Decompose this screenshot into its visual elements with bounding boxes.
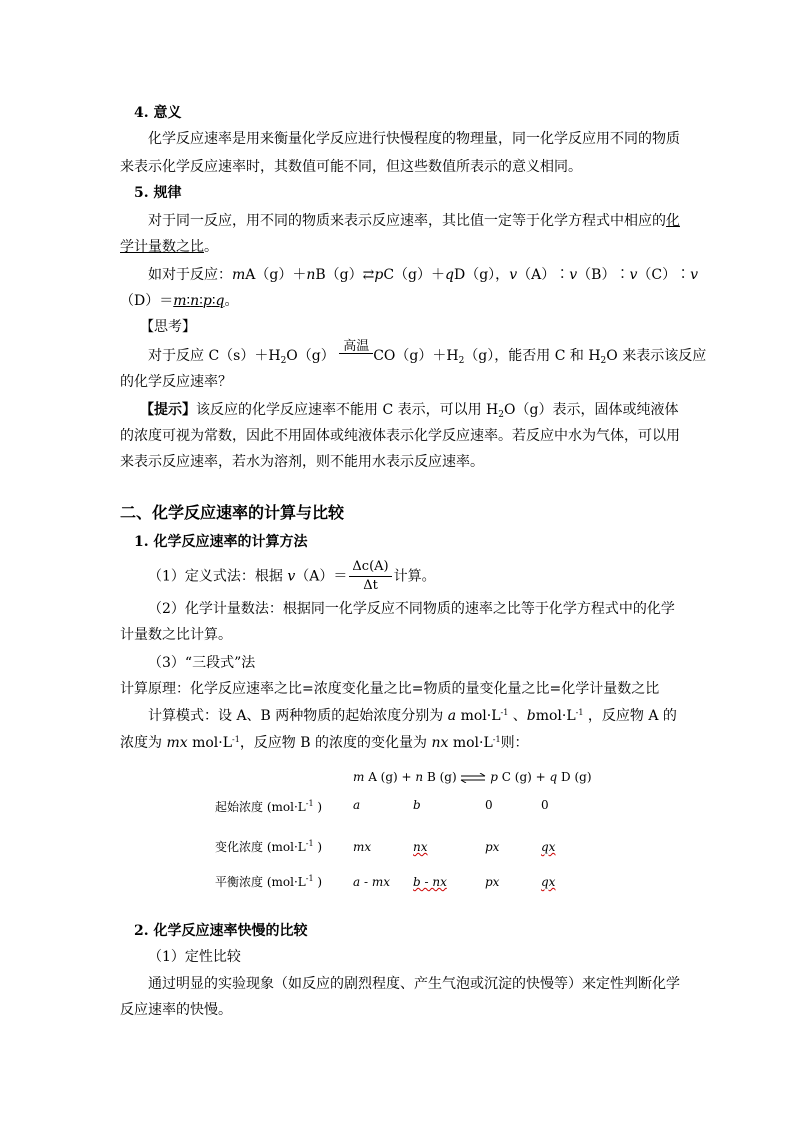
think-question: 对于反应 $C(s)+H_2O(g)$ 高温 $CO(g)+H_2(g)$，能否用 C 和 $H_2O$ 来表示该反应 [148, 339, 707, 366]
method-1: （1）定义式法：根据 v（A）＝ $\frac{\Delta c(A)}{\Delta t}$ 计算。 [148, 559, 436, 593]
think-label: 【思考】 [140, 319, 196, 335]
table-row-label: 平衡浓度 ($mol\cdot L^{-1}$ ) [215, 874, 323, 889]
paragraph-line: 学计量数之比。 [120, 239, 218, 255]
section-2-title: 二、化学反应速率的计算与比较 [120, 503, 345, 522]
table-cell: nx [413, 840, 428, 854]
table-cell: qx [541, 875, 556, 889]
table-row-label: 变化浓度 ($mol\cdot L^{-1}$ ) [215, 839, 323, 854]
equilibrium-arrow-icon [460, 773, 486, 783]
reversible-arrow-icon: ⇄ [362, 267, 375, 283]
paragraph-line: 对于同一反应，用不同的物质来表示反应速率，其比值一定等于化学方程式中相应的化 [148, 213, 680, 229]
table-cell: 0 [541, 798, 549, 812]
rate-fraction: $\frac{\Delta c(A)}{\Delta t}$ [349, 558, 391, 595]
paragraph-line: 通过明显的实验现象（如反应的剧烈程度、产生气泡或沉淀的快慢等）来定性判断化学 [148, 976, 680, 992]
table-cell: b [413, 798, 421, 812]
method-3: （3）“三段式”法 [148, 655, 256, 671]
table-cell: px [485, 840, 500, 854]
paragraph-line: 计量数之比计算。 [120, 627, 232, 643]
paragraph-line: 来表示化学反应速率时，其数值可能不同，但这些数值所表示的意义相同。 [120, 159, 582, 175]
reaction-condition: 高温 [339, 349, 373, 363]
table-cell: a - mx [353, 875, 390, 889]
calc-heading: 1. 化学反应速率的计算方法 [134, 534, 308, 550]
section-4-heading: 4. 意义 [134, 105, 182, 121]
compare-heading: 2. 化学反应速率快慢的比较 [134, 923, 308, 939]
paragraph-line: 的化学反应速率？ [120, 374, 232, 390]
reaction-example: 如对于反应：mA（g）＋nB（g）⇄pC（g）＋qD（g），v（A）∶v（B）∶v（C）∶v [148, 267, 699, 283]
calc-mode: 计算模式：设 A、B 两种物质的起始浓度分别为 a $mol\cdot L^{-1}$ 、$bmol\cdot L^{-1}$ ，反应物 A 的 [148, 708, 677, 724]
table-cell: a [353, 798, 361, 812]
calc-principle: 计算原理：化学反应速率之比=浓度变化量之比=物质的量变化量之比=化学计量数之比 [120, 681, 660, 697]
table-cell: 0 [485, 798, 493, 812]
table-cell: px [485, 875, 500, 889]
calc-mode-cont: 浓度为 mx $mol\cdot L^{-1}$，反应物 B 的浓度的变化量为 nx $mol\cdot L^{-1}$则： [120, 735, 529, 751]
section-5-heading: 5. 规律 [134, 185, 182, 201]
hint-line: 【提示】该反应的化学反应速率不能用 C 表示，可以用 $H_2O(g)$表示，固体或纯液体 [140, 402, 679, 420]
table-row-label: 起始浓度 ($mol\cdot L^{-1}$ ) [215, 799, 323, 814]
reaction-example-cont: （D）＝m∶n∶p∶q。 [120, 293, 239, 309]
table-cell: qx [541, 840, 556, 854]
paragraph-line: 的浓度可视为常数，因此不用固体或纯液体表示化学反应速率。若反应中水为气体，可以用 [120, 428, 680, 444]
method-2: （2）化学计量数法：根据同一化学反应不同物质的速率之比等于化学方程式中的化学 [148, 601, 675, 617]
paragraph-line: 反应速率的快慢。 [120, 1002, 232, 1018]
table-equation: m A (g) + n B (g) p C (g) + q D (g) [353, 770, 592, 784]
table-cell: b - nx [413, 875, 447, 889]
table-cell: mx [353, 840, 372, 854]
paragraph-line: 化学反应速率是用来衡量化学反应进行快慢程度的物理量，同一化学反应用不同的物质 [148, 131, 680, 147]
paragraph-line: 来表示反应速率，若水为溶剂，则不能用水表示反应速率。 [120, 454, 484, 470]
compare-method-1: （1）定性比较 [148, 949, 241, 965]
